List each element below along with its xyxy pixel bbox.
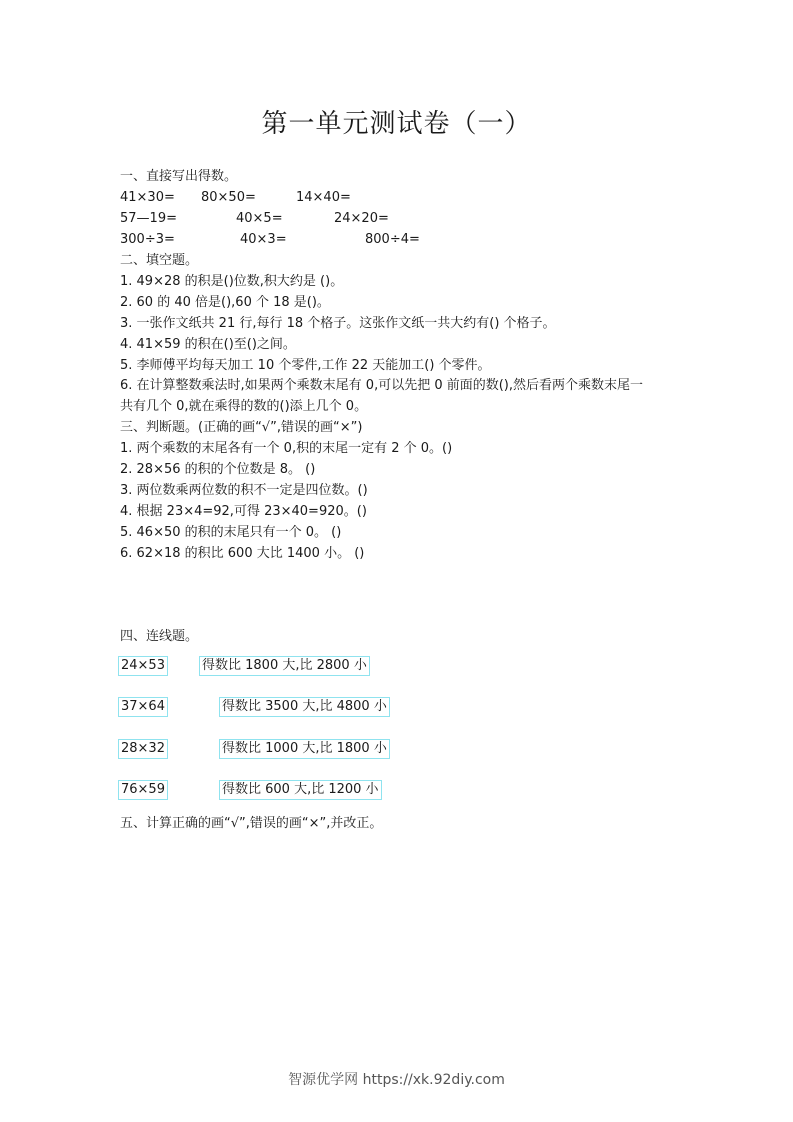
calc-item: 40×5= xyxy=(236,211,283,226)
judge-item: 3. 两位数乘两位数的积不一定是四位数。() xyxy=(120,483,368,498)
calc-item: 57—19= xyxy=(120,211,177,226)
match-left-item[interactable]: 28×32 xyxy=(118,739,168,759)
judge-item: 1. 两个乘数的末尾各有一个 0,积的末尾一定有 2 个 0。() xyxy=(120,441,453,456)
judge-item: 2. 28×56 的积的个位数是 8。 () xyxy=(120,462,316,477)
fill-item: 6. 在计算整数乘法时,如果两个乘数末尾有 0,可以先把 0 前面的数(),然后看两个乘数末尾一 xyxy=(120,378,644,393)
judge-item: 6. 62×18 的积比 600 大比 1400 小。 () xyxy=(120,546,365,561)
match-right-item[interactable]: 得数比 1800 大,比 2800 小 xyxy=(199,656,370,676)
match-right-item[interactable]: 得数比 1000 大,比 1800 小 xyxy=(219,739,390,759)
section-1-heading: 一、直接写出得数。 xyxy=(120,169,238,184)
section-2-heading: 二、填空题。 xyxy=(120,253,199,268)
calc-item: 80×50= xyxy=(201,190,256,205)
match-left-item[interactable]: 24×53 xyxy=(118,656,168,676)
fill-item: 1. 49×28 的积是()位数,积大约是 ()。 xyxy=(120,274,344,289)
match-right-item[interactable]: 得数比 600 大,比 1200 小 xyxy=(219,780,382,800)
calc-item: 40×3= xyxy=(240,232,287,247)
calc-item: 300÷3= xyxy=(120,232,175,247)
calc-item: 14×40= xyxy=(296,190,351,205)
calc-item: 800÷4= xyxy=(365,232,420,247)
page-title: 第一单元测试卷（一） xyxy=(261,109,532,139)
match-left-item[interactable]: 37×64 xyxy=(118,697,168,717)
match-left-item[interactable]: 76×59 xyxy=(118,780,168,800)
fill-item: 3. 一张作文纸共 21 行,每行 18 个格子。这张作文纸一共大约有() 个格子。 xyxy=(120,316,556,331)
section-3-heading: 三、判断题。(正确的画“√”,错误的画“×”) xyxy=(120,420,363,435)
match-right-item[interactable]: 得数比 3500 大,比 4800 小 xyxy=(219,697,390,717)
fill-item: 共有几个 0,就在乘得的数的()添上几个 0。 xyxy=(120,399,368,414)
fill-item: 2. 60 的 40 倍是(),60 个 18 是()。 xyxy=(120,295,330,310)
footer-watermark: 智源优学网 https://xk.92diy.com xyxy=(288,1072,505,1088)
section-5-heading: 五、计算正确的画“√”,错误的画“×”,并改正。 xyxy=(120,816,383,831)
judge-item: 5. 46×50 的积的末尾只有一个 0。 () xyxy=(120,525,342,540)
calc-item: 24×20= xyxy=(334,211,389,226)
section-4-heading: 四、连线题。 xyxy=(120,629,199,644)
fill-item: 5. 李师傅平均每天加工 10 个零件,工作 22 天能加工() 个零件。 xyxy=(120,358,491,373)
calc-item: 41×30= xyxy=(120,190,175,205)
judge-item: 4. 根据 23×4=92,可得 23×40=920。() xyxy=(120,504,367,519)
fill-item: 4. 41×59 的积在()至()之间。 xyxy=(120,337,296,352)
